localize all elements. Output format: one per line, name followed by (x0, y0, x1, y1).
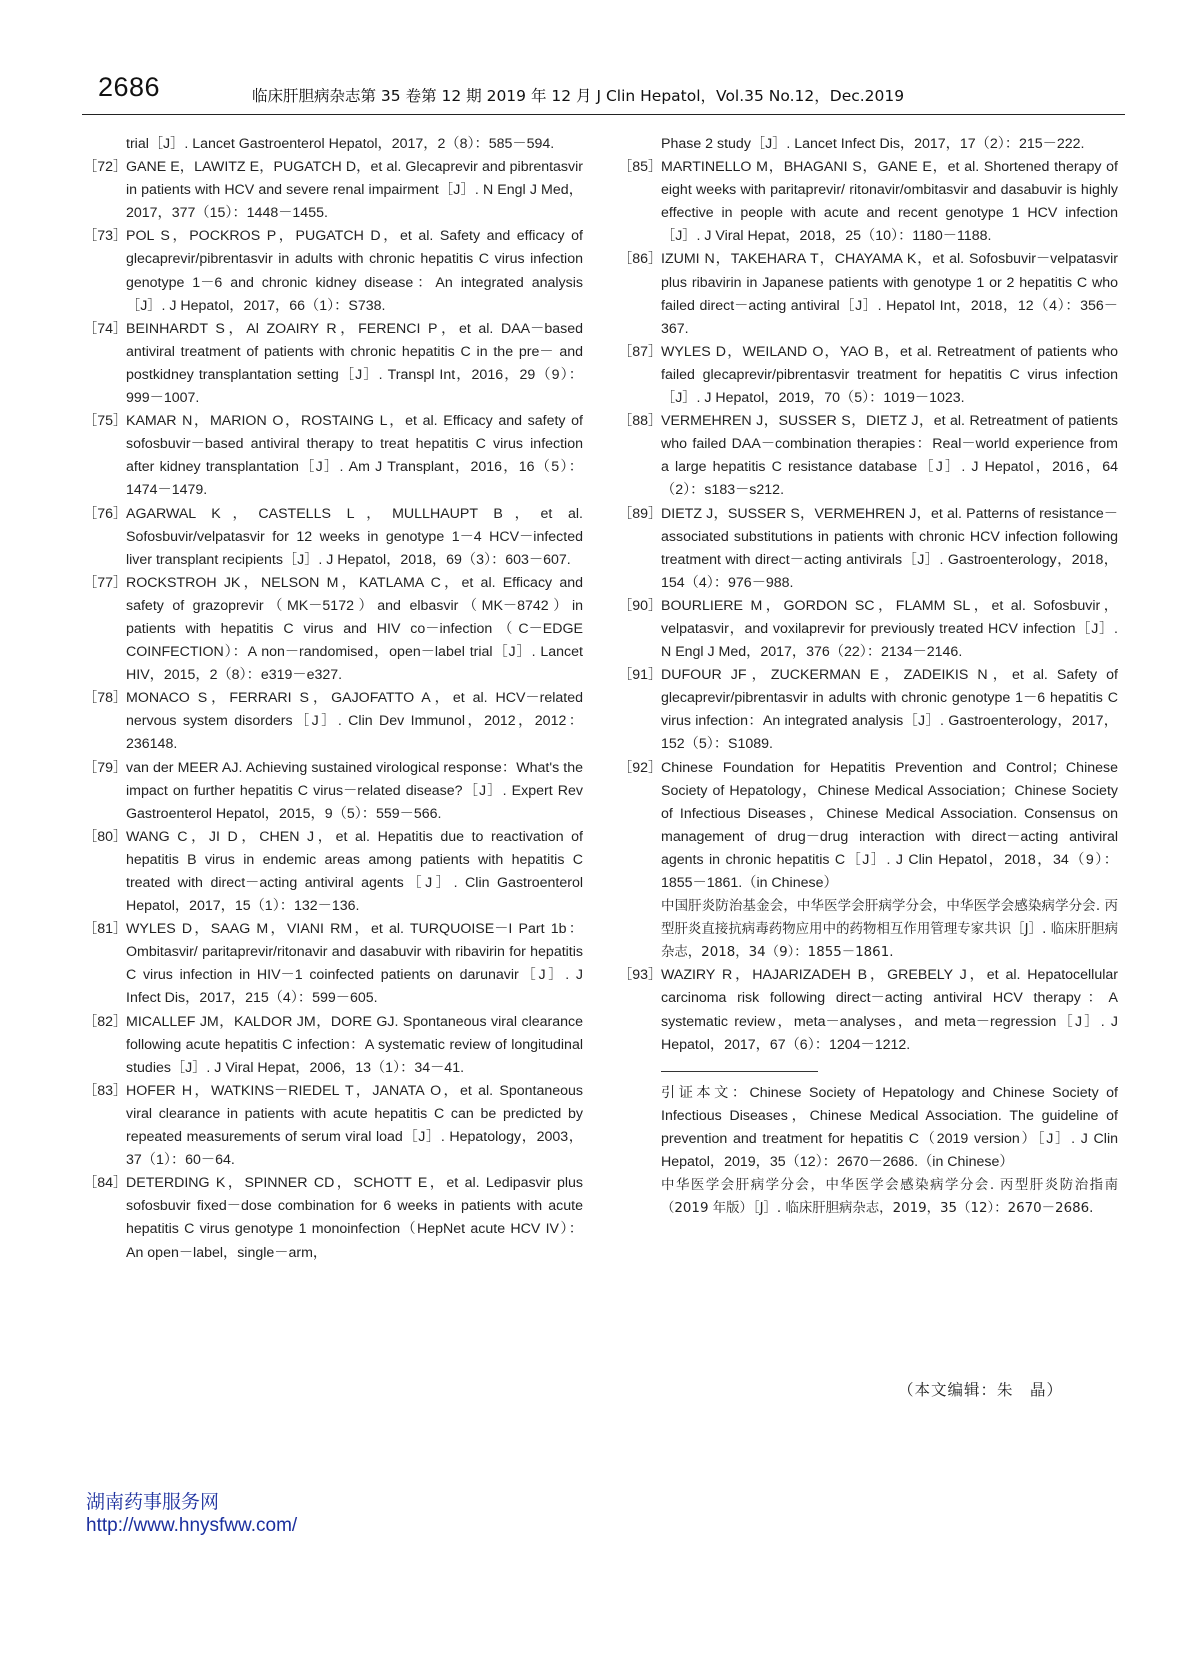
reference-entry (618, 341, 1118, 410)
reference-number: ［75］ (83, 413, 128, 430)
reference-text: DUFOUR JF，ZUCKERMAN E，ZADEIKIS N，et al. Safety of glecaprevir/pibrentasvir in adults with chronic genotype 1－6 hepatitis C virus infection：An integrated analysis［J］. Gastroenterology，2017，152（5）：S1089. (661, 667, 1118, 753)
reference-entry (618, 595, 1118, 664)
reference-text: Phase 2 study［J］. Lancet Infect Dis，2017，17（2）：215－222. (661, 136, 1085, 152)
reference-number: ［90］ (618, 597, 663, 614)
reference-entry (618, 410, 1118, 502)
reference-text: ROCKSTROH JK，NELSON M，KATLAMA C，et al. Efficacy and safety of grazoprevir（MK－5172）and elbasvir（MK－8742）in patients with hepatitis C virus and HIV co－infection（C－EDGE COINFECTION）：A non－randomised，open－label trial［J］. Lancet HIV，2015，2（8）：e319－e327. (126, 574, 583, 684)
reference-92-chinese: 中国肝炎防治基金会，中华医学会肝病学分会，中华医学会感染病学分会. 丙型肝炎直接抗病毒药物应用中的药物相互作用管理专家共识［J］. 临床肝胆病杂志，2018，34（9）：1855－1861. (661, 899, 1118, 961)
reference-entry (83, 757, 583, 826)
reference-number: ［92］ (618, 759, 663, 776)
reference-entry (83, 826, 583, 918)
reference-text: BOURLIERE M，GORDON SC，FLAMM SL，et al. Sofosbuvir，velpatasvir，and voxilaprevir for previously treated HCV infection［J］. N Engl J Med，2017，376（22）：2134－2146. (661, 597, 1118, 661)
reference-number: ［73］ (83, 228, 128, 245)
reference-entry (83, 572, 583, 687)
reference-text: WAZIRY R，HAJARIZADEH B，GREBELY J，et al. Hepatocellular carcinoma risk following direct－acting antiviral HCV therapy：A systematic review，meta－analyses，and meta－regression［J］. J Hepatol，2017，67（6）：1204－1212. (661, 967, 1118, 1053)
reference-continuation (618, 133, 1118, 156)
citation-chinese: 中华医学会肝病学分会，中华医学会感染病学分会. 丙型肝炎防治指南（2019 年版）［J］. 临床肝胆病杂志，2019，35（12）：2670－2686. (661, 1178, 1118, 1217)
reference-entry (83, 410, 583, 502)
reference-number: ［74］ (83, 320, 128, 337)
reference-entry (618, 248, 1118, 340)
reference-entry (83, 156, 583, 225)
reference-text: trial［J］. Lancet Gastroenterol Hepatol，2017，2（8）：585－594. (126, 136, 555, 152)
reference-entry (83, 1011, 583, 1080)
reference-number: ［77］ (83, 574, 128, 591)
reference-text: VERMEHREN J，SUSSER S，DIETZ J，et al. Retreatment of patients who failed DAA－combination therapies：Real－world experience from a large hepatitis C resistance database［J］. J Hepatol，2016，64（2）：s183－s212. (661, 413, 1118, 499)
journal-running-head: 临床肝胆病杂志第 35 卷第 12 期 2019 年 12 月 J Clin Hepatol，Vol.35 No.12，Dec.2019 (252, 87, 905, 105)
reference-text: van der MEER AJ. Achieving sustained virological response：What's the impact on further hepatitis C virus－related disease?［J］. Expert Rev Gastroenterol Hepatol，2015，9（5）：559－566. (126, 759, 583, 822)
reference-entry (618, 156, 1118, 248)
reference-entry (618, 503, 1118, 595)
reference-93 (618, 964, 1118, 1056)
reference-text: POL S，POCKROS P，PUGATCH D，et al. Safety and efficacy of glecaprevir/pibrentasvir in adults with chronic hepatitis C virus infection genotype 1－6 and chronic kidney disease：An integrated analysis［J］. J Hepatol，2017，66（1）：S738. (126, 228, 583, 314)
header-rule (82, 114, 1125, 115)
reference-number: ［88］ (618, 413, 663, 430)
reference-entry (618, 664, 1118, 756)
reference-entry (83, 503, 583, 572)
reference-entry (83, 918, 583, 1010)
page-header (82, 68, 1122, 114)
reference-continuation (83, 133, 583, 156)
left-column (83, 133, 583, 1265)
reference-text: Chinese Foundation for Hepatitis Prevention and Control；Chinese Society of Hepatology，Chinese Medical Association；Chinese Society of Infectious Diseases，Chinese Medical Association. Consensus on management of drug－drug interaction with direct－acting antiviral agents in chronic hepatitis C［J］. J Clin Hepatol，2018，34（9）：1855－1861.（in Chinese） (661, 759, 1118, 891)
reference-text: WYLES D，WEILAND O，YAO B，et al. Retreatment of patients who failed glecaprevir/pibrentasvir treatment for hepatitis C virus infection［J］. J Hepatol，2019，70（5）：1019－1023. (661, 343, 1118, 407)
page-number: 2686 (98, 72, 161, 102)
watermark-url[interactable]: http://www.hnysfww.com/ (86, 1515, 298, 1536)
reference-number: ［81］ (83, 921, 128, 938)
reference-number: ［93］ (618, 967, 663, 984)
watermark-site-name: 湖南药事服务网 (86, 1491, 220, 1513)
reference-number: ［84］ (83, 1175, 128, 1192)
citation-divider (661, 1071, 818, 1072)
reference-text: DIETZ J，SUSSER S，VERMEHREN J，et al. Patterns of resistance－associated substitutions in patients with chronic HCV infection following treatment with direct－acting antivirals［J］. Gastroenterology，2018，154（4）：976－988. (661, 505, 1118, 591)
reference-number: ［91］ (618, 667, 663, 684)
reference-number: ［78］ (83, 690, 128, 707)
reference-entry (83, 318, 583, 410)
reference-number: ［76］ (83, 505, 128, 522)
reference-number: ［87］ (618, 343, 663, 360)
reference-text: IZUMI N，TAKEHARA T，CHAYAMA K，et al. Sofosbuvir－velpatasvir plus ribavirin in Japanese patients with genotype 1 or 2 hepatitis C who failed direct－acting antiviral［J］. Hepatol Int，2018，12（4）：356－367. (661, 251, 1118, 337)
citation-english: 引证本文：Chinese Society of Hepatology and Chinese Society of Infectious Diseases，Chinese Medical Association. The guideline of prevention and treatment for hepatitis C（2019 version）［J］. J Clin Hepatol，2019，35（12）：2670－2686.（in Chinese） (661, 1084, 1118, 1171)
reference-number: ［79］ (83, 759, 128, 776)
reference-text: DETERDING K，SPINNER CD，SCHOTT E，et al. Ledipasvir plus sofosbuvir fixed－dose combination for 6 weeks in patients with acute hepatitis C virus genotype 1 monoinfection（HepNet acute HCV IV）：An open－label，single－arm， (126, 1175, 583, 1261)
right-column (618, 133, 1118, 1220)
reference-entry (83, 687, 583, 756)
reference-number: ［89］ (618, 505, 663, 522)
citation-block (661, 1082, 1118, 1221)
reference-number: ［80］ (83, 828, 128, 845)
reference-number: ［83］ (83, 1082, 128, 1099)
reference-text: WYLES D，SAAG M，VIANI RM，et al. TURQUOISE－I Part 1b：Ombitasvir/ paritaprevir/ritonavir and dasabuvir with ribavirin for hepatitis C virus infection in HIV－1 coinfected patients on darunavir［J］. J Infect Dis，2017，215（4）：599－605. (126, 921, 583, 1007)
reference-text: MARTINELLO M，BHAGANI S，GANE E，et al. Shortened therapy of eight weeks with paritaprevir/ ritonavir/ombitasvir and dasabuvir is highly effective in people with acute and recent genotype 1 HCV infection［J］. J Viral Hepat，2018，25（10）：1180－1188. (661, 159, 1118, 245)
reference-entry (83, 1080, 583, 1172)
editor-note: （本文编辑：朱 晶） (898, 1381, 1064, 1399)
reference-entry (618, 757, 1118, 896)
reference-number: ［85］ (618, 159, 663, 176)
reference-number: ［72］ (83, 159, 128, 176)
reference-text: MICALLEF JM，KALDOR JM，DORE GJ. Spontaneous viral clearance following acute hepatitis C infection：A systematic review of longitudinal studies［J］. J Viral Hepat，2006，13（1）：34－41. (126, 1013, 583, 1076)
right-column-references (618, 133, 1118, 895)
reference-number: ［86］ (618, 251, 663, 268)
reference-text: BEINHARDT S，Al ZOAIRY R，FERENCI P，et al. DAA－based antiviral treatment of patients with chronic hepatitis C in the pre－ and postkidney transplantation setting［J］. Transpl Int，2016，29（9）：999－1007. (126, 320, 583, 407)
reference-text: MONACO S，FERRARI S，GAJOFATTO A，et al. HCV－related nervous system disorders［J］. Clin Dev Immunol，2012，2012：236148. (126, 690, 583, 753)
watermark (86, 1490, 297, 1538)
reference-text: KAMAR N，MARION O，ROSTAING L，et al. Efficacy and safety of sofosbuvir－based antiviral therapy to treat hepatitis C virus infection after kidney transplantation［J］. Am J Transplant，2016，16（5）：1474－1479. (126, 413, 583, 499)
reference-number: ［82］ (83, 1013, 128, 1030)
reference-text: HOFER H，WATKINS－RIEDEL T，JANATA O，et al. Spontaneous viral clearance in patients with acute hepatitis C can be predicted by repeated measurements of serum viral load［J］. Hepatology，2003，37（1）：60－64. (126, 1082, 583, 1169)
reference-text: WANG C，JI D，CHEN J，et al. Hepatitis due to reactivation of hepatitis B virus in endemic areas among patients with hepatitis C treated with direct－acting antiviral agents［J］. Clin Gastroenterol Hepatol，2017，15（1）：132－136. (126, 828, 583, 915)
reference-entry (83, 225, 583, 317)
reference-entry (83, 1172, 583, 1264)
reference-text: GANE E，LAWITZ E，PUGATCH D，et al. Glecaprevir and pibrentasvir in patients with HCV and severe renal impairment［J］. N Engl J Med，2017，377（15）：1448－1455. (126, 159, 583, 222)
reference-text: AGARWAL K，CASTELLS L，MULLHAUPT B，et al. Sofosbuvir/velpatasvir for 12 weeks in genotype 1－4 HCV－infected liver transplant recipients［J］. J Hepatol，2018，69（3）：603－607. (126, 505, 583, 568)
